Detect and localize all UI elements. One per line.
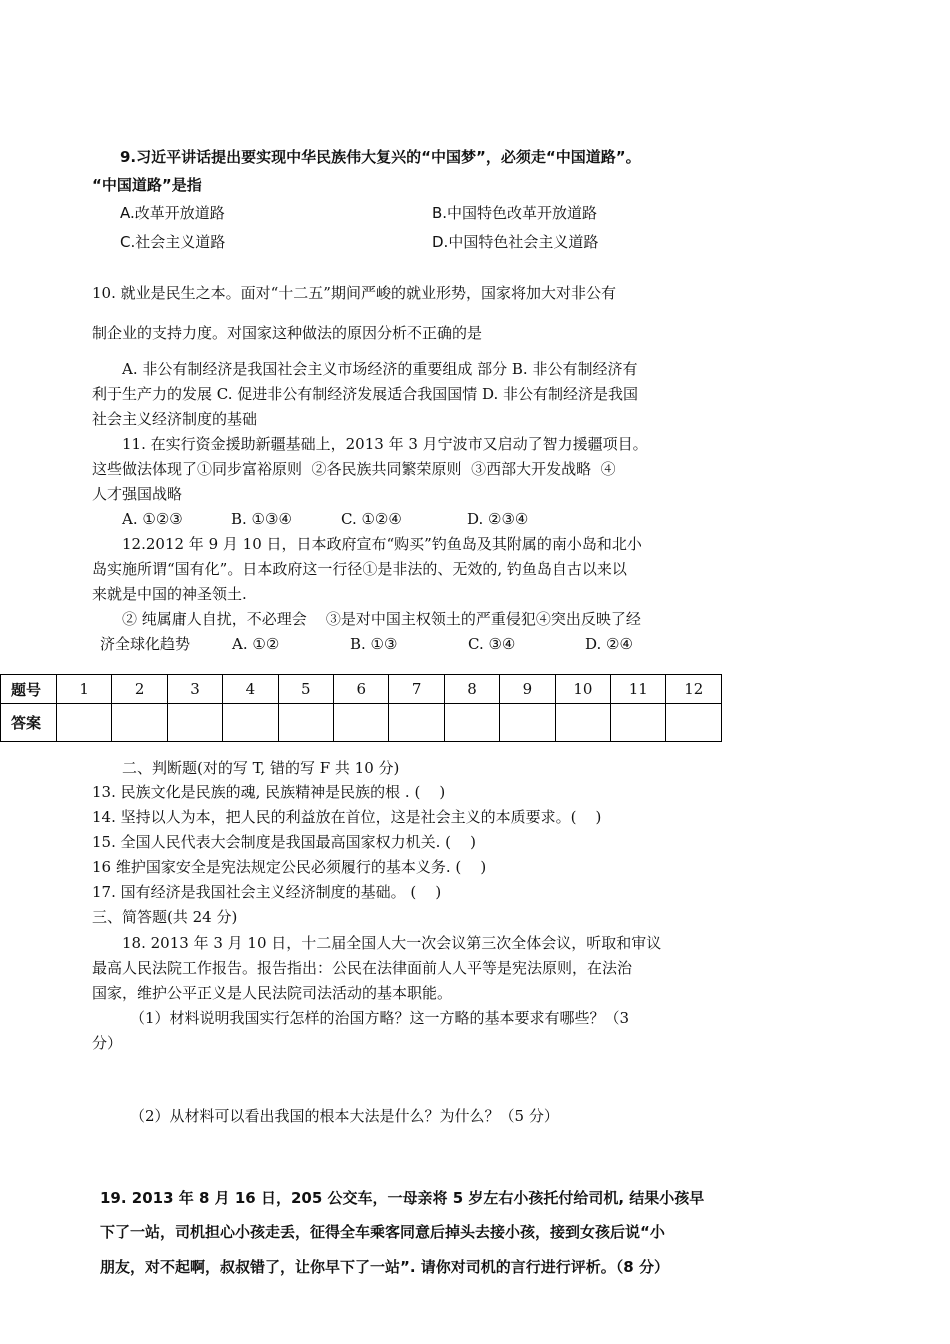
answer-cell[interactable] [167,704,222,742]
answer-cell[interactable] [444,704,499,742]
q11-stem-line3: 人才强国战略 [92,485,183,503]
q10-stem-line1: 10. 就业是民生之本。面对“十二五”期间严峻的就业形势，国家将加大对非公有 [92,284,616,302]
q18-sub2: （2）从材料可以看出我国的根本大法是什么？为什么？（5 分） [130,1107,559,1125]
question-number-cell: 12 [666,675,722,704]
answer-cell[interactable] [389,704,444,742]
q12-option-a: A. ①② [232,635,280,653]
q12-option-d: D. ②④ [585,635,633,653]
q10-options-line2: 利于生产力的发展 C. 促进非公有制经济发展适合我国国情 D. 非公有制经济是我国 [92,385,639,403]
q12-option-c: C. ③④ [468,635,516,653]
question-number-cell: 11 [611,675,666,704]
q12-stem-line5: 济全球化趋势 [100,635,191,653]
q9-option-a: A.改革开放道路 [120,204,225,222]
answer-cell[interactable] [611,704,666,742]
q19-line1: 19. 2013 年 8 月 16 日，205 公交车，一母亲将 5 岁左右小孩托付给司机, 结果小孩早 [100,1189,705,1207]
question-number-cell: 1 [57,675,112,704]
question-number-cell: 6 [334,675,389,704]
q9-option-d: D.中国特色社会主义道路 [432,233,599,251]
q11-stem-line1: 11. 在实行资金援助新疆基础上，2013 年 3 月宁波市又启动了智力援疆项目。 [122,435,648,453]
question-number-cell: 8 [444,675,499,704]
section3-title: 三、简答题(共 24 分) [92,908,238,926]
q19-line2: 下了一站，司机担心小孩走丢，征得全车乘客同意后掉头去接小孩，接到女孩后说“小 [100,1223,665,1241]
answer-table [0,674,722,742]
question-number-label: 题号 [1,675,57,704]
q9-option-c: C.社会主义道路 [120,233,226,251]
q12-stem-line3: 来就是中国的神圣领土. [92,585,247,603]
q16: 16 维护国家安全是宪法规定公民必须履行的基本义务. ( ) [92,858,487,876]
q18-stem-line3: 国家，维护公平正义是人民法院司法活动的基本职能。 [92,984,453,1002]
q11-option-d: D. ②③④ [467,510,529,528]
question-number-cell: 4 [223,675,278,704]
q13: 13. 民族文化是民族的魂, 民族精神是民族的根 . ( ) [92,783,446,801]
answer-cell[interactable] [223,704,278,742]
answer-cell[interactable] [334,704,389,742]
q18-sub1-line1: （1）材料说明我国实行怎样的治国方略？这一方略的基本要求有哪些？（3 [130,1009,630,1027]
q9-stem-line2: “中国道路”是指 [92,176,202,194]
question-number-cell: 9 [500,675,555,704]
answer-cell[interactable] [112,704,167,742]
answer-cell[interactable] [500,704,555,742]
q18-sub1-line2: 分） [92,1034,123,1052]
answer-cell[interactable] [555,704,610,742]
section2-title: 二、判断题(对的写 T, 错的写 F 共 10 分) [122,759,400,777]
question-number-cell: 7 [389,675,444,704]
q10-stem-line2: 制企业的支持力度。对国家这种做法的原因分析不正确的是 [92,324,483,342]
question-number-cell: 2 [112,675,167,704]
q12-stem-line2: 岛实施所谓“国有化”。日本政府这一行径①是非法的、无效的, 钓鱼岛自古以来以 [92,560,627,578]
q14: 14. 坚持以人为本，把人民的利益放在首位，这是社会主义的本质要求。( ) [92,808,602,826]
q18-stem-line2: 最高人民法院工作报告。报告指出：公民在法律面前人人平等是宪法原则，在法治 [92,959,633,977]
question-number-cell: 3 [167,675,222,704]
answer-cell[interactable] [666,704,722,742]
q9-option-b: B.中国特色改革开放道路 [432,204,598,222]
q11-option-b: B. ①③④ [231,510,292,528]
answer-cell[interactable] [57,704,112,742]
q17: 17. 国有经济是我国社会主义经济制度的基础。 ( ) [92,883,442,901]
q12-stem-line1: 12.2012 年 9 月 10 日，日本政府宣布“购买”钓鱼岛及其附属的南小岛和北小 [122,535,642,553]
q11-option-c: C. ①②④ [341,510,402,528]
q15: 15. 全国人民代表大会制度是我国最高国家权力机关. ( ) [92,833,476,851]
q9-stem-line1: 9.习近平讲话提出要实现中华民族伟大复兴的“中国梦”，必须走“中国道路”。 [120,148,641,166]
answer-label: 答案 [1,704,57,742]
answer-table-answer-row [1,704,722,742]
answer-cell[interactable] [278,704,333,742]
question-number-cell: 5 [278,675,333,704]
q11-stem-line2: 这些做法体现了①同步富裕原则 ②各民族共同繁荣原则 ③西部大开发战略 ④ [92,460,616,478]
q18-stem-line1: 18. 2013 年 3 月 10 日，十二届全国人大一次会议第三次全体会议，听取和审议 [122,934,662,952]
q12-option-b: B. ①③ [350,635,398,653]
q12-stem-line4: ② 纯属庸人自扰，不必理会 ③是对中国主权领土的严重侵犯④突出反映了经 [122,610,641,628]
q10-options-line1: A. 非公有制经济是我国社会主义市场经济的重要组成 部分 B. 非公有制经济有 [122,360,638,378]
answer-table-header-row [1,675,722,704]
question-number-cell: 10 [555,675,610,704]
q10-options-line3: 社会主义经济制度的基础 [92,410,258,428]
q19-line3: 朋友，对不起啊，叔叔错了，让你早下了一站”. 请你对司机的言行进行评析。（8 分） [100,1258,669,1276]
q11-option-a: A. ①②③ [122,510,183,528]
